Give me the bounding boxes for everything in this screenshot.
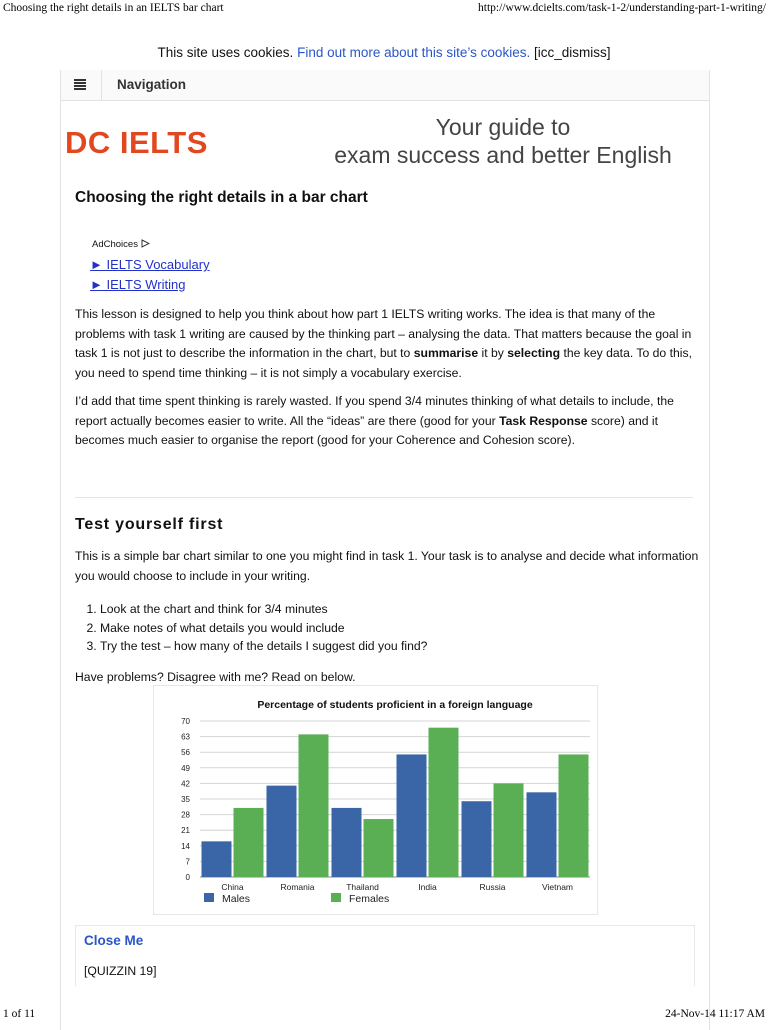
list-item: 3. Try the test – how many of the details I suggest did you find? [100,637,427,656]
bar-chart [153,685,598,915]
x-tick-label: Vietnam [541,882,574,892]
task-paragraph: This is a simple bar chart similar to one you might find in task 1. Your task is to analyse and decide what information you would choose to include in your writing. [75,549,699,583]
y-tick-label: 35 [181,795,190,804]
bar-males [397,754,427,877]
y-tick-label: 49 [181,763,190,773]
list-item: 2. Make notes of what details you would include [100,619,427,638]
bar-females [234,808,264,877]
x-tick-label: Russia [479,882,506,892]
legend-label-males: Males [222,893,251,905]
y-tick-label: 0 [185,873,190,882]
text-run: it by [478,346,508,360]
bar-males [332,808,362,877]
quiz-shortcode: [QUIZZIN 19] [84,964,157,978]
legend-label-females: Females [349,893,390,905]
adchoices-badge[interactable] [92,239,150,250]
quiz-box [75,925,695,986]
legend-swatch-males [204,893,214,902]
tagline-line-2: exam success and better English [334,142,672,168]
y-tick-label: 21 [181,826,190,836]
site-tagline [308,113,698,169]
thinking-paragraph [75,392,700,451]
intro-paragraph [75,305,700,383]
problems-paragraph: Have problems? Disagree with me? Read on below. [75,670,356,684]
x-tick-label: India [418,882,437,892]
navigation-label[interactable]: Navigation [117,77,187,92]
steps-list [75,600,427,656]
adchoices-label: AdChoices [92,239,138,250]
y-tick-label: 14 [181,841,190,851]
navigation-bar[interactable] [61,70,709,101]
text-run: This lesson is designed to help you think about how part 1 IELTS writing works. The idea is that many of the problems with task 1 writing are caused by the thinking part – analysing the data. That matters because the goal in task 1 is not just to describe the information in the chart, but to [75,307,692,360]
adchoices-icon [141,239,150,248]
bar-females [559,754,589,877]
hamburger-icon [74,79,86,90]
bar-males [267,786,297,877]
bar-males [527,792,557,877]
tagline-line-1: Your guide to [435,114,571,140]
bar-females [299,734,329,877]
y-tick-label: 28 [181,810,190,820]
y-tick-label: 56 [181,748,190,758]
bold-task-response: Task Response [499,413,588,428]
print-footer [0,1006,768,1024]
menu-button[interactable] [61,70,102,100]
cookie-dismiss[interactable]: [icc_dismiss] [533,45,611,60]
legend-swatch-females [331,893,341,902]
x-tick-label: China [221,882,244,892]
section-title: Test yourself first [75,516,224,533]
cookie-info-link[interactable]: Find out more about this site’s cookies. [297,45,531,60]
article-title: Choosing the right details in a bar chart [75,189,368,206]
site-logo[interactable]: DC IELTS [65,125,208,160]
print-title: Choosing the right details in an IELTS bar chart [3,2,224,14]
x-tick-label: Romania [280,882,315,892]
print-datetime: 24-Nov-14 11:17 AM [665,1008,765,1020]
cookie-text: This site uses cookies. [157,45,294,60]
section-divider [75,497,693,498]
close-me-button[interactable]: Close Me [84,933,144,948]
ad-link-ielts-writing[interactable]: ► IELTS Writing [90,277,186,292]
y-tick-label: 42 [181,779,190,789]
bar-females [494,783,524,877]
list-item: 1. Look at the chart and think for 3/4 minutes [100,600,427,619]
y-tick-label: 70 [181,717,190,726]
bar-females [364,819,394,877]
print-page-number: 1 of 11 [3,1008,36,1020]
bold-selecting: selecting [507,346,561,360]
y-tick-label: 63 [181,732,190,742]
chart-title: Percentage of students proficient in a foreign language [257,699,533,711]
ad-link-ielts-vocabulary[interactable]: ► IELTS Vocabulary [90,257,210,272]
print-url: http://www.dcielts.com/task-1-2/understanding-part-1-writing/ [478,2,766,14]
text-run: the key data. To do this, you need to spend time thinking – it is not simply a vocabulary exercise. [75,346,692,380]
print-header [0,0,768,18]
y-tick-label: 7 [185,857,190,867]
bar-males [462,801,492,877]
bar-chart-svg [154,686,597,914]
text-run: score) and it becomes much easier to organise the report (good for your Coherence and Cohesion score). [75,413,659,447]
bar-males [202,841,232,877]
bar-females [429,728,459,877]
cookie-notice [0,45,768,60]
text-run: I’d add that time spent thinking is rarely wasted. If you spend 3/4 minutes thinking of what details to include, the report actually becomes easier to write. All the “ideas” are there (good for your [75,394,674,428]
bold-summarise: summarise [413,346,479,360]
x-tick-label: Thailand [346,882,379,892]
